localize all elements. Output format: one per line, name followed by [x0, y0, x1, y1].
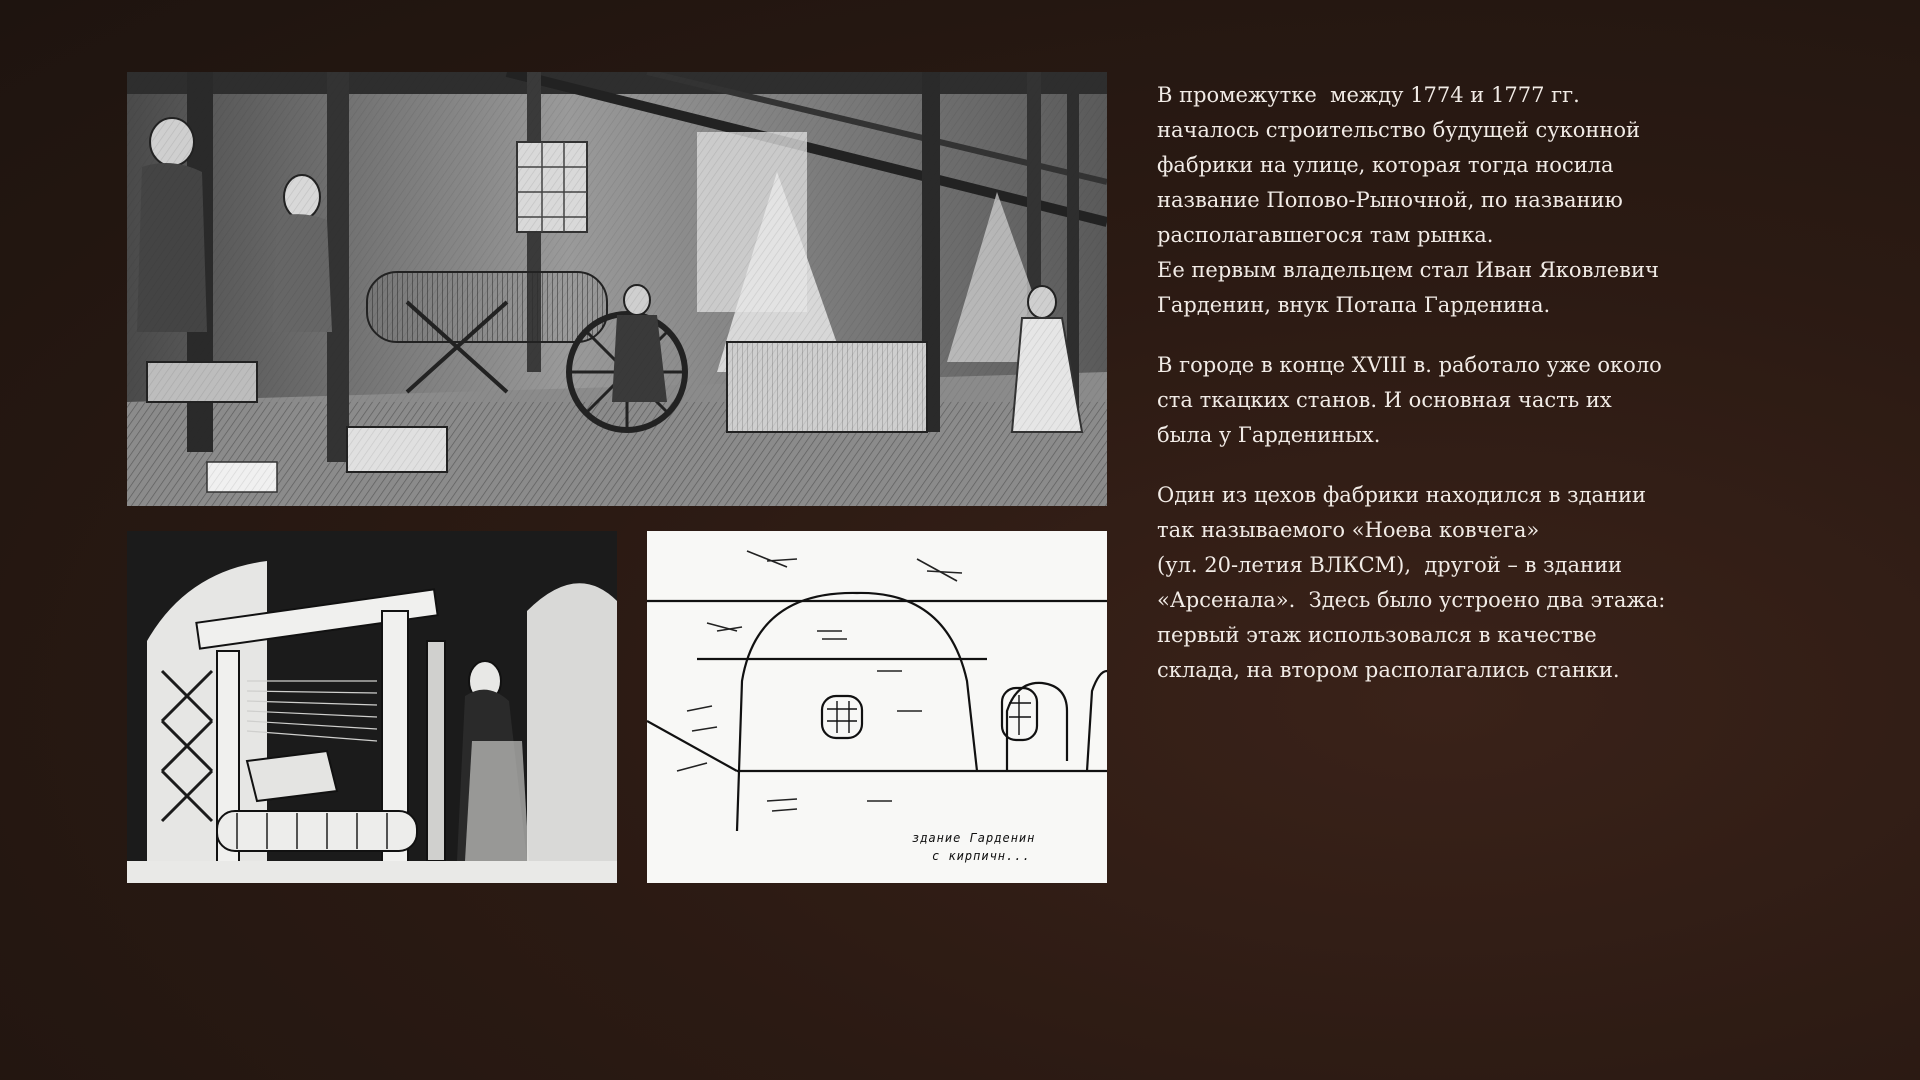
text-line: В городе в конце XVIII в. работало уже около [1157, 353, 1662, 377]
text-line: ста ткацких станов. И основная часть их [1157, 388, 1612, 412]
paragraph-workshops [1157, 478, 1666, 688]
loom-illustration [127, 531, 617, 883]
text-line: была у Гардениных. [1157, 423, 1381, 447]
text-line: первый этаж использовался в качестве [1157, 623, 1597, 647]
text-line: «Арсенала». Здесь было устроено два этажа: [1157, 588, 1666, 612]
text-line: В промежутке между 1774 и 1777 гг. [1157, 83, 1580, 107]
text-line: располагавшегося там рынка. [1157, 223, 1494, 247]
text-line: так называемого «Ноева ковчега» [1157, 518, 1540, 542]
text-line: (ул. 20-летия ВЛКСМ), другой – в здании [1157, 553, 1622, 577]
weaving-mill-illustration [127, 72, 1107, 506]
sketch-caption [912, 829, 1035, 865]
text-line: название Попово-Рыночной, по названию [1157, 188, 1623, 212]
text-line: Гарденин, внук Потапа Гарденина. [1157, 293, 1551, 317]
history-text [1157, 78, 1666, 713]
text-line: Один из цехов фабрики находился в здании [1157, 483, 1647, 507]
vaulted-room-illustration [647, 531, 1107, 883]
text-line: Ее первым владельцем стал Иван Яковлевич [1157, 258, 1659, 282]
paragraph-looms-count [1157, 348, 1662, 453]
paragraph-factory-construction [1157, 78, 1657, 323]
loom-woodcut [127, 531, 617, 883]
sketch-caption-line-1: здание Гарденин [912, 831, 1036, 845]
text-line: склада, на втором располагались станки. [1157, 658, 1620, 682]
sketch-caption-line-2: с кирпичн... [932, 849, 1031, 863]
text-line: фабрики на улице, которая тогда носила [1157, 153, 1614, 177]
weaving-mill-engraving [127, 72, 1107, 506]
vaulted-room-sketch [647, 531, 1107, 883]
text-line: началось строительство будущей суконной [1157, 118, 1640, 142]
